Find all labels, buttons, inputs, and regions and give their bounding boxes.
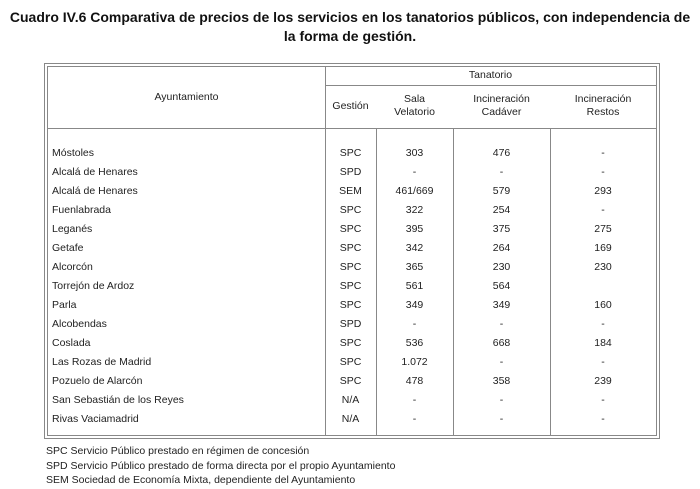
- cell-cadaver: 358: [492, 375, 511, 387]
- table-row: [48, 297, 656, 316]
- table-inner-border: [47, 66, 657, 436]
- table-notes: [46, 444, 395, 488]
- cell-ayuntamiento: Torrejón de Ardoz: [52, 280, 135, 292]
- note-sem: SEM Sociedad de Economía Mixta, dependiente del Ayuntamiento: [46, 474, 356, 486]
- cell-gestion: SPD: [339, 318, 362, 330]
- header-sala-line2: Velatorio: [394, 106, 435, 118]
- cell-gestion: SPC: [339, 337, 362, 349]
- cell-restos: 160: [594, 299, 612, 311]
- cell-restos: -: [601, 356, 605, 368]
- cell-restos: 169: [594, 242, 612, 254]
- cell-ayuntamiento: Las Rozas de Madrid: [52, 356, 152, 368]
- cell-ayuntamiento: Alcalá de Henares: [52, 185, 138, 197]
- cell-sala: 561: [405, 280, 424, 292]
- cell-sala: -: [412, 166, 417, 178]
- cell-cadaver: 264: [492, 242, 511, 254]
- cell-cadaver: 375: [492, 223, 511, 235]
- cell-restos: -: [601, 413, 605, 425]
- cell-gestion: SPD: [339, 166, 362, 178]
- cell-ayuntamiento: Rivas Vaciamadrid: [52, 413, 139, 425]
- cell-cadaver: 254: [492, 204, 511, 216]
- cell-sala: 461/669: [395, 185, 434, 197]
- header-tanatorio: Tanatorio: [468, 69, 513, 81]
- table-row: [48, 411, 656, 430]
- cell-sala: 322: [405, 204, 424, 216]
- cell-gestion: SPC: [339, 299, 362, 311]
- cell-restos: -: [601, 147, 605, 159]
- cell-gestion: N/A: [341, 413, 360, 425]
- cell-gestion: SEM: [339, 185, 362, 197]
- cell-ayuntamiento: San Sebastián de los Reyes: [52, 394, 184, 406]
- cell-gestion: SPC: [339, 147, 362, 159]
- cell-sala: -: [412, 318, 417, 330]
- cell-sala: 1.072: [401, 356, 428, 368]
- table-row: [48, 259, 656, 278]
- cell-ayuntamiento: Parla: [52, 299, 77, 311]
- cell-gestion: SPC: [339, 375, 362, 387]
- table-caption: [0, 8, 700, 46]
- caption-line-1: Cuadro IV.6 Comparativa de precios de los servicios en los tanatorios públicos, con independencia de: [9, 9, 691, 25]
- header-cadaver-line1: Incineración: [473, 93, 530, 105]
- cell-sala: 478: [405, 375, 424, 387]
- header-sala-velatorio: [376, 93, 453, 119]
- cell-sala: 303: [405, 147, 424, 159]
- cell-cadaver: -: [499, 413, 504, 425]
- cell-gestion: SPC: [339, 242, 362, 254]
- cell-restos: -: [601, 166, 605, 178]
- cell-sala: 536: [405, 337, 424, 349]
- caption-line-2: la forma de gestión.: [283, 28, 417, 44]
- header-bottom-line: [48, 128, 656, 129]
- note-spc: SPC Servicio Público prestado en régimen de concesión: [46, 445, 310, 457]
- cell-cadaver: -: [499, 166, 504, 178]
- header-restos-line2: Restos: [586, 106, 620, 118]
- cell-cadaver: 668: [492, 337, 511, 349]
- cell-restos: 293: [594, 185, 612, 197]
- table-row: [48, 354, 656, 373]
- table-row: [48, 202, 656, 221]
- header-incineracion-restos: [550, 93, 656, 119]
- header-restos-line1: Incineración: [574, 93, 632, 105]
- table-row: [48, 240, 656, 259]
- cell-ayuntamiento: Alcobendas: [52, 318, 107, 330]
- cell-ayuntamiento: Fuenlabrada: [52, 204, 111, 216]
- header-incineracion-cadaver: [453, 93, 550, 119]
- cell-restos: -: [601, 204, 605, 216]
- header-sala-line1: Sala: [403, 93, 425, 105]
- table-row: [48, 164, 656, 183]
- table-row: [48, 373, 656, 392]
- cell-cadaver: -: [499, 318, 504, 330]
- cell-restos: -: [601, 318, 605, 330]
- cell-restos: 230: [594, 261, 612, 273]
- cell-cadaver: 564: [492, 280, 511, 292]
- cell-ayuntamiento: Móstoles: [52, 147, 95, 159]
- cell-gestion: SPC: [339, 261, 362, 273]
- cell-sala: 342: [405, 242, 424, 254]
- price-table: [44, 63, 660, 439]
- cell-cadaver: 579: [492, 185, 511, 197]
- table-row: [48, 335, 656, 354]
- cell-cadaver: 476: [492, 147, 511, 159]
- cell-gestion: SPC: [339, 280, 362, 292]
- cell-ayuntamiento: Alcalá de Henares: [52, 166, 138, 178]
- cell-gestion: SPC: [339, 223, 362, 235]
- header-gestion: Gestión: [332, 100, 369, 112]
- cell-restos: 184: [594, 337, 612, 349]
- cell-cadaver: -: [499, 356, 504, 368]
- cell-cadaver: 349: [492, 299, 511, 311]
- cell-ayuntamiento: Alcorcón: [52, 261, 93, 273]
- cell-ayuntamiento: Leganés: [52, 223, 93, 235]
- cell-restos: -: [601, 394, 605, 406]
- cell-sala: -: [412, 394, 417, 406]
- cell-sala: -: [412, 413, 417, 425]
- cell-restos: 275: [594, 223, 612, 235]
- cell-cadaver: -: [499, 394, 504, 406]
- header-ayuntamiento: Ayuntamiento: [154, 91, 219, 103]
- cell-cadaver: 230: [492, 261, 511, 273]
- note-spd: SPD Servicio Público prestado de forma directa por el propio Ayuntamiento: [46, 459, 396, 472]
- cell-gestion: SPC: [339, 356, 362, 368]
- cell-ayuntamiento: Getafe: [52, 242, 84, 254]
- header-divider: [325, 85, 656, 86]
- cell-ayuntamiento: Coslada: [52, 337, 91, 349]
- header-cadaver-line2: Cadáver: [481, 106, 522, 118]
- table-row: [48, 392, 656, 411]
- table-row: [48, 183, 656, 202]
- cell-gestion: SPC: [339, 204, 362, 216]
- cell-ayuntamiento: Pozuelo de Alarcón: [52, 375, 143, 387]
- table-row: [48, 278, 656, 297]
- cell-sala: 349: [405, 299, 424, 311]
- cell-sala: 395: [405, 223, 424, 235]
- table-row: [48, 316, 656, 335]
- table-row: [48, 145, 656, 164]
- cell-restos: 239: [594, 375, 612, 387]
- table-row: [48, 221, 656, 240]
- cell-sala: 365: [405, 261, 424, 273]
- cell-gestion: N/A: [341, 394, 360, 406]
